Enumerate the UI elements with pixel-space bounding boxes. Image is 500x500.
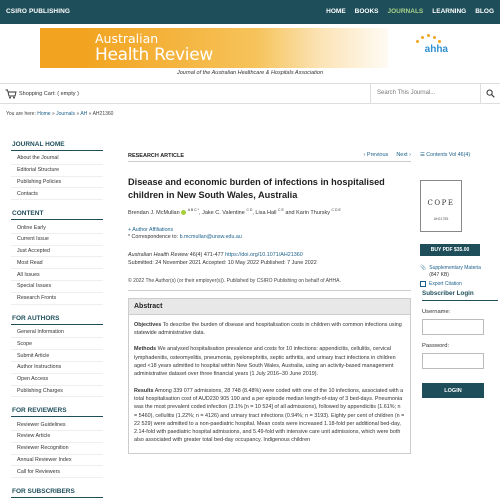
breadcrumb-current: AH21360	[92, 111, 114, 117]
sidebar-item-open-access[interactable]: Open Access	[11, 374, 103, 386]
next-label: Next	[396, 152, 408, 158]
contents-icon: ☰	[420, 152, 425, 158]
sidebar-section-journal-home	[11, 141, 103, 200]
sidebar-item-all-issues[interactable]: All Issues	[11, 269, 103, 281]
sidebar-item-policies[interactable]: Publishing Policies	[11, 177, 103, 189]
sidebar-item-special-issues[interactable]: Special Issues	[11, 281, 103, 293]
breadcrumb: You are here: Home » Journals » AH » AH21360	[6, 111, 114, 117]
author-conjunction: and	[285, 209, 295, 216]
supplementary-text	[429, 265, 481, 279]
methods-text: We analysed hospitalisation prevalence and costs for 10 infections: appendicitis, cellulitis, cervical lymphadenitis, osteomyelitis, pneumonia, pyelonephritis, septic arthritis, and urinary tract infections in children aged <18 years admitted to hospital within New South Wales, Australia, using an activity-based management administrative dataset over three financial years (1 July 2016–30 June 2019).	[134, 346, 396, 378]
citation-journal: Australian Health Review	[128, 251, 189, 258]
previous-label: Previous	[366, 152, 389, 158]
abstract-body	[129, 315, 410, 445]
previous-article-link[interactable]: ‹ Previous	[363, 152, 389, 158]
article-header-row	[128, 150, 411, 162]
breadcrumb-ah[interactable]: AH	[80, 111, 88, 117]
sidebar-section-subscribers	[11, 488, 103, 498]
contents-label: Contents Vol 46(4)	[426, 152, 471, 158]
article-title: Disease and economic burden of infections in hospitalised children in New South Wales, Australia	[128, 177, 385, 200]
sidebar-item-just-accepted[interactable]: Just Accepted	[11, 246, 103, 258]
citation-block	[128, 251, 411, 267]
copyright-notice: © 2022 The Author(s) (or their employer(s)). Published by CSIRO Publishing on behalf of AHHA.	[128, 278, 411, 291]
sidebar-item-general-info[interactable]: General Information	[11, 327, 103, 339]
sidebar-heading[interactable]: CONTENT	[11, 210, 103, 220]
author-affiliations-toggle[interactable]: + Author Affiliations	[128, 226, 174, 233]
author-affiliation-marks: A B C *	[187, 208, 200, 212]
nav-books[interactable]: BOOKS	[354, 8, 379, 15]
author-affiliation-marks: C D	[246, 208, 253, 212]
cope-logo[interactable]	[420, 180, 462, 232]
search-icon	[486, 89, 495, 98]
sidebar-item-current-issue[interactable]: Current Issue	[11, 234, 103, 246]
author-name[interactable]: Lisa Hall	[255, 209, 277, 216]
nav-blog[interactable]: BLOG	[475, 8, 494, 15]
subscriber-login-panel	[422, 290, 498, 398]
breadcrumb-prefix: You are here:	[6, 111, 36, 117]
correspondence-label: Correspondence to:	[131, 233, 179, 240]
search-button[interactable]	[480, 84, 500, 103]
citation-volume: 46(4) 471-477	[189, 251, 224, 258]
sidebar-item-review-article[interactable]: Review Article	[11, 431, 103, 443]
sidebar-item-contacts[interactable]: Contacts	[11, 188, 103, 200]
sidebar-heading[interactable]: FOR AUTHORS	[11, 315, 103, 325]
password-label: Password:	[422, 343, 450, 349]
buy-pdf-button[interactable]: BUY PDF $35.00	[420, 244, 480, 256]
sidebar-section-authors	[11, 315, 103, 398]
breadcrumb-home[interactable]: Home	[37, 111, 51, 117]
methods-label: Methods	[134, 346, 157, 353]
sidebar-item-charges[interactable]: Publishing Charges	[11, 386, 103, 398]
correspondence-email[interactable]: b.mcmullan@unsw.edu.au	[179, 233, 242, 240]
abstract-objectives	[134, 321, 405, 338]
nav-learning[interactable]: LEARNING	[432, 8, 467, 15]
supplementary-material-link[interactable]	[420, 265, 500, 279]
article-main	[128, 150, 411, 454]
sidebar-item-submit[interactable]: Submit Article	[11, 350, 103, 362]
export-citation-link[interactable]	[420, 281, 500, 287]
cope-text: COPE	[427, 199, 455, 207]
right-column	[420, 150, 500, 287]
export-icon	[420, 281, 426, 287]
author-name[interactable]: Jake C. Valentine	[202, 209, 245, 216]
next-article-link[interactable]: Next ›	[396, 152, 411, 158]
top-navigation-bar	[0, 0, 500, 24]
cope-subtext: AH21755	[433, 217, 449, 221]
breadcrumb-journals[interactable]: Journals	[56, 111, 76, 117]
shopping-cart-icon[interactable]	[5, 89, 17, 99]
objectives-label: Objectives	[134, 321, 162, 328]
orcid-icon[interactable]	[181, 210, 186, 215]
sidebar-heading[interactable]: FOR REVIEWERS	[11, 407, 103, 417]
sidebar-section-content	[11, 210, 103, 304]
abstract-results	[134, 387, 405, 445]
doi-link[interactable]: https://doi.org/10.1071/AH21360	[225, 251, 303, 258]
sidebar-item-editorial[interactable]: Editorial Structure	[11, 165, 103, 177]
password-field[interactable]	[422, 353, 484, 369]
sidebar-item-most-read[interactable]: Most Read	[11, 257, 103, 269]
nav-home[interactable]: HOME	[326, 8, 346, 15]
author-affiliation-marks: C D E	[331, 208, 341, 212]
article-dates: Submitted: 24 November 2021 Accepted: 10 May 2022 Published: 7 June 2022	[128, 259, 317, 266]
login-heading: Subscriber Login	[422, 290, 498, 301]
journal-banner[interactable]	[40, 28, 458, 68]
banner-title-line1: Australian	[95, 31, 159, 46]
ahha-logo-text: ahha	[424, 44, 448, 55]
username-field[interactable]	[422, 319, 484, 335]
correspondence: * Correspondence to: b.mcmullan@unsw.edu.au	[128, 233, 242, 240]
contents-link[interactable]	[420, 150, 500, 158]
supplementary-size: (847 KB)	[429, 272, 449, 278]
sidebar-item-reviewer-index[interactable]: Annual Reviewer Index	[11, 455, 103, 467]
journal-search-input[interactable]: Search This Journal...	[370, 84, 480, 103]
sidebar-item-guidelines[interactable]: Reviewer Guidelines	[11, 419, 103, 431]
sidebar-heading[interactable]: FOR SUBSCRIBERS	[11, 488, 103, 498]
author-list: Brendan J. McMullan $^{A B C *}$, Jake C. Valentine $^{C D}$, Lisa Hall $^{C E}$ and Karin Thursky $^{C D E}$	[128, 208, 341, 216]
brand-logo[interactable]: CSIRO PUBLISHING	[6, 8, 71, 15]
username-label: Username:	[422, 309, 451, 315]
cart-search-bar	[0, 83, 500, 104]
objectives-text: To describe the burden of disease and hospitalisation costs in children with common infections using statewide administrative data.	[134, 321, 402, 337]
sidebar-item-online-early[interactable]: Online Early	[11, 222, 103, 234]
abstract-panel	[128, 298, 411, 454]
results-text: Among 339 077 admissions, 28 748 (8.48%) were coded with one of the 10 infections, associated with a total hospitalisation cost of AUD230 905 190 and a per episode median length-of-stay of 3 bed-days. Pneumonia was the most prevalent coded infection (3.1% [n = 10 524] of all admissions), followed by appendicitis (1.61%; n = 5460), cellulitis (1.22%; n = 4126) and urinary tract infections (0.94%; n = 3193). Eighty per cent of children (n = 22 529) were admitted to a non-paediatric hospital. Mean costs were increased 1.18-fold per additional bed-day, 2.14-fold with paediatric hospital admissions, and 5.49-fold with intensive care unit admissions, which were both also associated with greater total bed-day occupancy. Indigenous children	[134, 387, 405, 444]
sidebar-item-call-reviewers[interactable]: Call for Reviewers	[11, 466, 103, 478]
sidebar-item-about[interactable]: About the Journal	[11, 153, 103, 165]
abstract-heading: Abstract	[129, 299, 410, 315]
attachment-icon: 📎	[420, 265, 427, 271]
article-pager	[364, 152, 411, 158]
author-affiliation-marks: C E	[278, 208, 284, 212]
sidebar-item-scope[interactable]: Scope	[11, 338, 103, 350]
sidebar-heading[interactable]: JOURNAL HOME	[11, 141, 103, 151]
banner-title-line2: Health Review	[95, 45, 213, 65]
sidebar-item-instructions[interactable]: Author Instructions	[11, 362, 103, 374]
sidebar-item-recognition[interactable]: Reviewer Recognition	[11, 443, 103, 455]
author-name[interactable]: Karin Thursky	[296, 209, 330, 216]
author-name[interactable]: Brendan J. McMullan	[128, 209, 180, 216]
sidebar	[11, 141, 103, 500]
shopping-cart-link[interactable]: Shopping Cart: ( empty )	[19, 91, 79, 97]
main-nav	[326, 8, 494, 15]
supplementary-label: Supplementary Materia	[429, 265, 481, 271]
sidebar-item-research-fronts[interactable]: Research Fronts	[11, 293, 103, 305]
nav-journals[interactable]: JOURNALS	[387, 8, 424, 15]
article-type-label: RESEARCH ARTICLE	[128, 153, 185, 159]
abstract-methods	[134, 345, 405, 378]
journal-subtitle: Journal of the Australian Healthcare & Hospitals Association	[176, 70, 324, 76]
sidebar-section-reviewers	[11, 407, 103, 478]
results-label: Results	[134, 387, 154, 394]
login-button[interactable]: LOGIN	[422, 383, 484, 398]
export-label: Export Citation	[429, 281, 462, 287]
